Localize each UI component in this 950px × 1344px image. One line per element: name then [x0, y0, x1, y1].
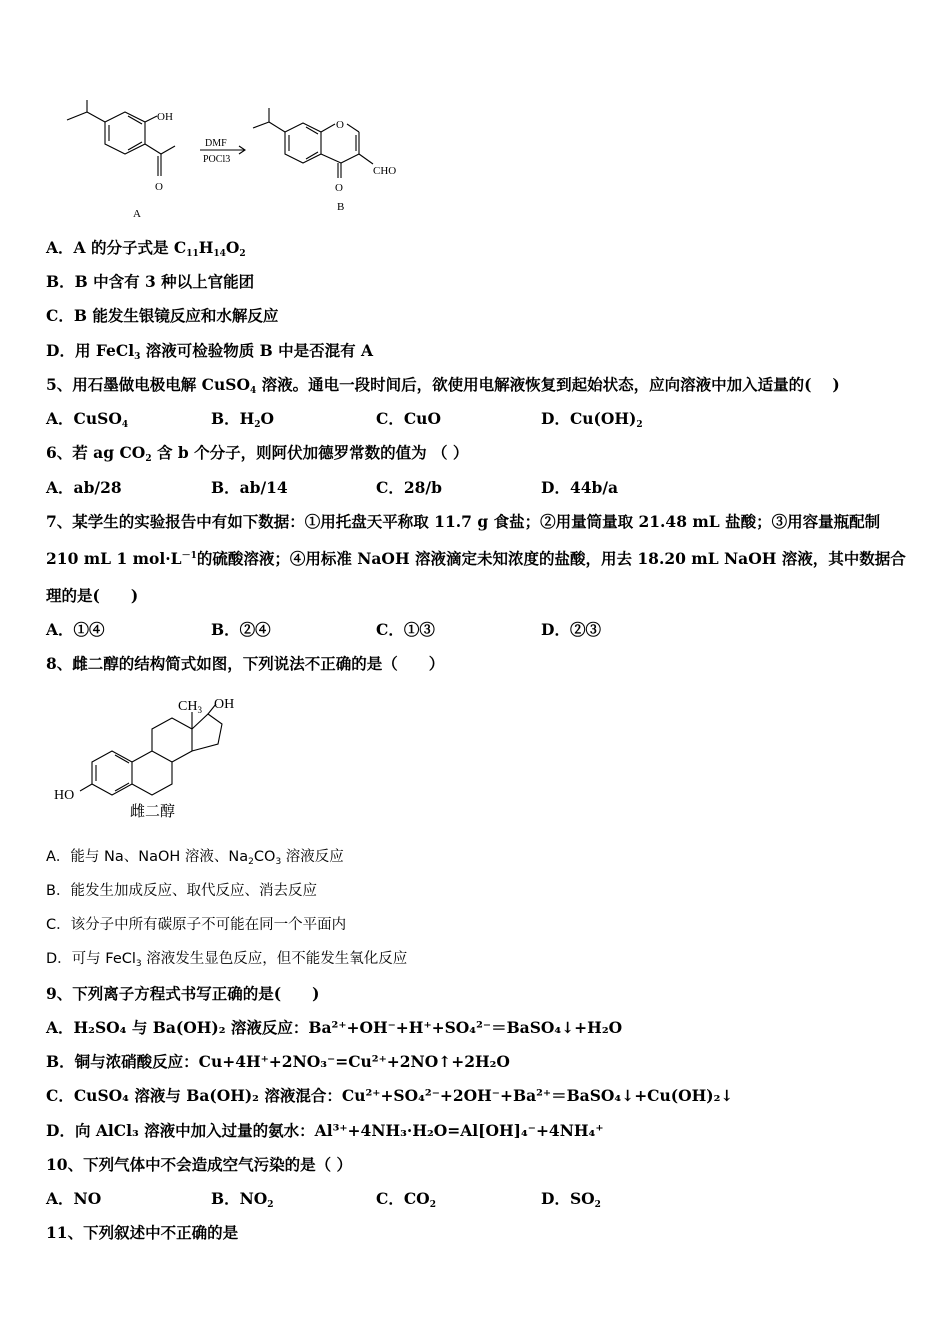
ho-label: HO	[54, 788, 75, 803]
q5-stem: 5、用石墨做电极电解 CuSO$_4$ 溶液。通电一段时间后，欲使用电解液恢复到起始状态，应向溶液中加入适量的( )	[46, 375, 840, 396]
q10-stem: 10、下列气体中不会造成空气污染的是（ ）	[46, 1155, 352, 1174]
q9-stem: 9、下列离子方程式书写正确的是( )	[46, 984, 320, 1003]
ch3-label: $CH_3$	[178, 699, 202, 715]
q4-option-c[interactable]: C．B 能发生银镜反应和水解反应	[46, 306, 279, 325]
q7-option-b[interactable]: B．②④	[211, 620, 271, 639]
compound-a-label: A	[133, 208, 141, 220]
q6-option-d[interactable]: D．44b/a	[541, 478, 619, 497]
q7-stem-line2: 210 mL 1 $mol\cdot L^{-1}$的硫酸溶液；④用标准 NaOH 溶液滴定未知浓度的盐酸，用去 18.20 mL NaOH 溶液，其中数据合	[46, 549, 906, 568]
q7-stem-line3: 理的是( )	[46, 586, 139, 605]
q5-option-b[interactable]: B．$H_2O$	[211, 409, 275, 430]
q7-option-a[interactable]: A．①④	[46, 620, 105, 639]
q8-option-c[interactable]: C．该分子中所有碳原子不可能在同一个平面内	[46, 917, 347, 933]
top-oh-label: OH	[214, 697, 235, 712]
q4-option-b[interactable]: B．B 中含有 3 种以上官能团	[46, 272, 255, 291]
q10-option-a[interactable]: A．NO	[46, 1189, 102, 1208]
q8-option-b[interactable]: B．能发生加成反应、取代反应、消去反应	[46, 883, 317, 899]
q8-option-a[interactable]: A．能与 Na、NaOH 溶液、$Na_2CO_3$ 溶液反应	[46, 849, 344, 867]
q8-option-d[interactable]: D．可与 FeCl$_3$ 溶液发生显色反应，但不能发生氧化反应	[46, 951, 408, 969]
q10-option-b[interactable]: B．$NO_2$	[211, 1189, 274, 1210]
b-cho-label: CHO	[373, 165, 397, 177]
q9-option-a[interactable]: A．H₂SO₄ 与 Ba(OH)₂ 溶液反应：Ba²⁺+OH⁻+H⁺+SO₄²⁻＝BaSO₄↓+H₂O	[46, 1018, 623, 1037]
q4-option-d[interactable]: D．用 FeCl$_3$ 溶液可检验物质 B 中是否混有 A	[46, 341, 374, 362]
q7-option-c[interactable]: C．①③	[376, 620, 435, 639]
q6-option-b[interactable]: B．ab/14	[211, 478, 288, 497]
q8-stem: 8、雌二醇的结构简式如图，下列说法不正确的是（ ）	[46, 654, 445, 673]
q7-option-d[interactable]: D．②③	[541, 620, 601, 639]
a-oh-label: OH	[157, 111, 173, 123]
q5-option-c[interactable]: C．CuO	[376, 409, 441, 428]
q9-option-c[interactable]: C．CuSO₄ 溶液与 Ba(OH)₂ 溶液混合：Cu²⁺+SO₄²⁻+2OH⁻+Ba²⁺＝BaSO₄↓+Cu(OH)₂↓	[46, 1086, 734, 1105]
reagent-dmf: DMF	[205, 138, 227, 149]
q6-option-c[interactable]: C．28/b	[376, 478, 442, 497]
q10-option-d[interactable]: D．$SO_2$	[541, 1189, 601, 1210]
q10-option-c[interactable]: C．$CO_2$	[376, 1189, 436, 1210]
q4-option-a[interactable]: A．A 的分子式是 $C_{11}H_{14}O_2$	[46, 238, 246, 259]
compound-b-label: B	[337, 201, 345, 213]
q9-option-b[interactable]: B．铜与浓硝酸反应：Cu+4H⁺+2NO₃⁻=Cu²⁺+2NO↑+2H₂O	[46, 1052, 510, 1071]
reaction-scheme-figure	[55, 90, 415, 225]
estradiol-caption: 雌二醇	[130, 802, 176, 820]
q6-option-a[interactable]: A．ab/28	[46, 478, 122, 497]
q5-option-d[interactable]: D．$Cu(OH)_2$	[541, 409, 643, 430]
reagent-pocl3: POCl3	[203, 154, 231, 165]
q7-stem-line1: 7、某学生的实验报告中有如下数据：①用托盘天平称取 11.7 g 食盐；②用量筒量取 21.48 mL 盐酸；③用容量瓶配制	[46, 512, 881, 531]
q6-stem: 6、若 ag $CO_2$ 含 b 个分子，则阿伏加德罗常数的值为 （ ）	[46, 443, 469, 464]
q9-option-d[interactable]: D．向 AlCl₃ 溶液中加入过量的氨水：Al³⁺+4NH₃·H₂O=Al[OH]₄⁻+4NH₄⁺	[46, 1121, 604, 1140]
b-ring-o-label: O	[336, 119, 344, 131]
a-carbonyl-o-label: O	[155, 181, 163, 193]
b-carbonyl-o-label: O	[335, 182, 343, 194]
q11-stem: 11、下列叙述中不正确的是	[46, 1223, 239, 1242]
q5-option-a[interactable]: A．CuSO$_4$	[46, 409, 129, 430]
